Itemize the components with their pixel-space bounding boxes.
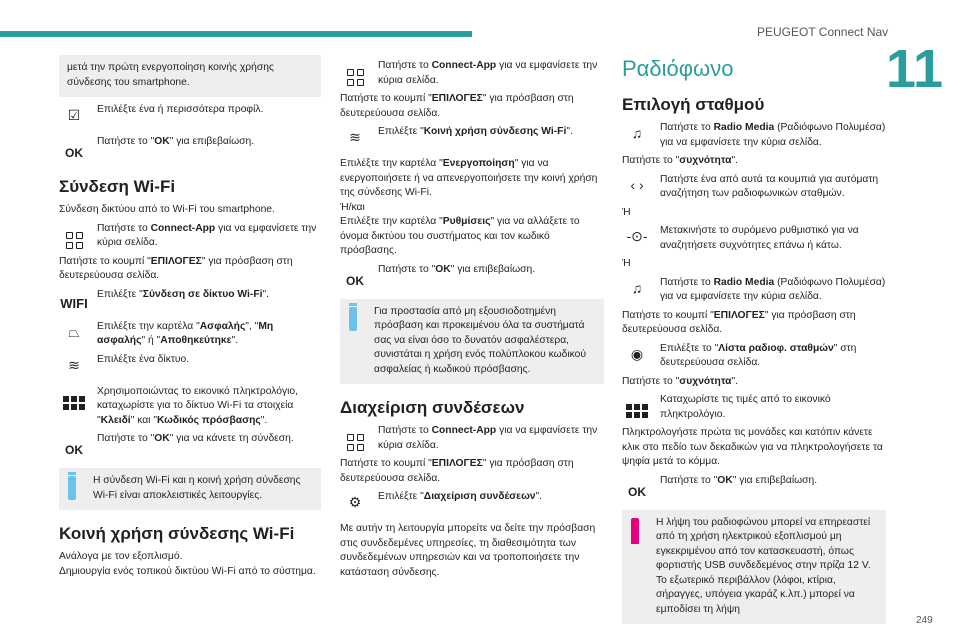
tab-shape-icon: ⏢ bbox=[68, 323, 80, 340]
info-note-wifi: Η σύνδεση Wi-Fi και η κοινή χρήση σύνδεσης Wi-Fi είναι αποκλειστικές λειτουργίες. bbox=[59, 468, 321, 510]
chevron-left-right-icon: ‹ › bbox=[630, 176, 644, 193]
info-note-security: Για προστασία από μη εξουσιοδοτημένη πρόσβαση και προκειμένου όλα τα συστήματά σας να είναι όσο το δυνατόν ασφαλέστερα, συνιστάται η χρήση ενός πολύπλοκου κωδικού ασφαλείας ή κωδικού πρόσβασης. bbox=[340, 299, 604, 385]
info-icon bbox=[349, 307, 357, 331]
step-share-select: ≋ Επιλέξτε "Κοινή χρήση σύνδεσης Wi-Fi". bbox=[340, 125, 604, 153]
wifi-label-icon: WIFI bbox=[60, 295, 88, 311]
step-station-list: ◉ Επιλέξτε το "Λίστα ραδιοφ. σταθμών" στη δευτερεύουσα σελίδα. bbox=[622, 342, 886, 371]
or-text: Ή bbox=[622, 206, 631, 218]
keyboard-icon bbox=[59, 387, 89, 410]
heading-wifi-sharing: Κοινή χρήση σύνδεσης Wi-Fi bbox=[59, 524, 295, 543]
ok-icon: OK bbox=[628, 484, 646, 499]
ok-icon: OK bbox=[346, 273, 364, 288]
wifi-signal-icon: ≋ bbox=[349, 129, 361, 145]
info-icon bbox=[68, 476, 76, 500]
heading-wifi-connection: Σύνδεση Wi-Fi bbox=[59, 177, 176, 196]
step-select-profiles: ☑ Επιλέξτε ένα ή περισσότερα προφίλ. bbox=[59, 103, 321, 131]
share-options-text: Πατήστε το κουμπί "ΕΠΙΛΟΓΕΣ" για πρόσβαση στη δευτερεύουσα σελίδα. bbox=[340, 93, 574, 119]
apps-grid-icon bbox=[340, 61, 370, 86]
ok-icon: OK bbox=[65, 146, 83, 160]
wifi-signal-icon: ≋ bbox=[68, 356, 80, 373]
share-text-1: Ανάλογα με τον εξοπλισμό. bbox=[59, 551, 183, 562]
or-text: Ή bbox=[622, 258, 631, 269]
radio-frequency-text-2: Πατήστε το "συχνότητα". bbox=[622, 375, 738, 387]
page-number: 249 bbox=[916, 615, 933, 626]
step-wifi-select: WIFI Επιλέξτε "Σύνδεση σε δίκτυο Wi-Fi". bbox=[59, 288, 321, 316]
share-activate-text: Επιλέξτε την καρτέλα "Ενεργοποίηση" για να ενεργοποιήσετε ή να απενεργοποιήσετε την κοινή χρήση της σύνδεσης Wi-Fi. bbox=[340, 158, 598, 198]
column-2 bbox=[340, 55, 604, 580]
keyboard-icon bbox=[622, 395, 652, 418]
step-wifi-tab: ⏢ Επιλέξτε την καρτέλα "Ασφαλής", "Μη ασφαλής" ή "Αποθηκεύτηκε". bbox=[59, 320, 321, 349]
column-3 bbox=[622, 55, 886, 632]
step-wifi-network: ≋ Επιλέξτε ένα δίκτυο. bbox=[59, 353, 321, 381]
edit-check-icon: ☑ bbox=[67, 107, 81, 123]
and-or-text: Ή/και bbox=[340, 201, 365, 213]
step-manage-connect-app: Πατήστε το Connect-App για να εμφανίσετε την κύρια σελίδα. bbox=[340, 424, 604, 453]
heading-radio: Ραδιόφωνο bbox=[622, 56, 734, 81]
apps-grid-icon bbox=[59, 224, 89, 249]
step-radio-media-2: ♫ Πατήστε το Radio Media (Ραδιόφωνο Πολυμέσα) για να εμφανίσετε την κύρια σελίδα. bbox=[622, 276, 886, 305]
gear-icon: ⚙ bbox=[348, 494, 362, 510]
share-settings-text: Επιλέξτε την καρτέλα "Ρυθμίσεις" για να αλλάξετε το όνομα δικτύου του συστήματος και τον κωδικό πρόσβασης. bbox=[340, 216, 580, 256]
step-confirm-ok: OK Πατήστε το "OK" για επιβεβαίωση. bbox=[59, 135, 321, 163]
share-text-2: Δημιουργία ενός τοπικού δικτύου Wi-Fi από το σύστημα. bbox=[59, 565, 316, 577]
wifi-options-text: Πατήστε το κουμπί "ΕΠΙΛΟΓΕΣ" για πρόσβαση στη δευτερεύουσα σελίδα. bbox=[59, 255, 293, 281]
step-wifi-connect-app: Πατήστε το Connect-App για να εμφανίσετε την κύρια σελίδα. bbox=[59, 222, 321, 251]
manual-brand: PEUGEOT Connect Nav bbox=[757, 25, 889, 39]
radio-tower-icon: ◉ bbox=[630, 345, 644, 362]
step-manage-select: ⚙ Επιλέξτε "Διαχείριση συνδέσεων". bbox=[340, 490, 604, 518]
chapter-number: 11 bbox=[886, 39, 944, 99]
apps-grid-icon bbox=[340, 426, 370, 451]
step-enter-values: Καταχωρίστε τις τιμές από το εικονικό πληκτρολόγιο. bbox=[622, 393, 886, 422]
music-note-icon: ♫ bbox=[631, 279, 643, 296]
step-slider: -⊙- Μετακινήστε το συρόμενο ρυθμιστικό για να αναζητήσετε συχνότητες επάνω ή κάτω. bbox=[622, 224, 886, 253]
manage-options-text: Πατήστε το κουμπί "ΕΠΙΛΟΓΕΣ" για πρόσβαση στη δευτερεύουσα σελίδα. bbox=[340, 458, 574, 484]
box-text: μετά την πρώτη ενεργοποίηση κοινής χρήσης σύνδεσης του smartphone. bbox=[67, 62, 274, 88]
slider-icon: -⊙- bbox=[626, 228, 648, 244]
ok-icon: OK bbox=[65, 443, 83, 457]
heading-station-select: Επιλογή σταθμού bbox=[622, 95, 765, 114]
manage-description: Με αυτήν τη λειτουργία μπορείτε να δείτε την πρόσβαση στις συνδεδεμένες υπηρεσίες, τη διαθεσιμότητα των συνδεδεμένων υπηρεσιών και να τροποποιήσετε την κατάσταση σύνδεσης. bbox=[340, 523, 596, 578]
column-1 bbox=[59, 55, 321, 579]
step-share-ok: OK Πατήστε το "OK" για επιβεβαίωση. bbox=[340, 263, 604, 291]
step-radio-media: ♫ Πατήστε το Radio Media (Ραδιόφωνο Πολυμέσα) για να εμφανίσετε την κύρια σελίδα. bbox=[622, 121, 886, 150]
warning-note-reception: Η λήψη του ραδιοφώνου μπορεί να επηρεαστεί από τη χρήση ηλεκτρικού εξοπλισμού μη εγκεκριμένου από τον κατασκευαστή, όπως φορτιστής USB συνδεδεμένος στην πρίζα 12 V. Το εξωτερικό περιβάλλον (λόφοι, κτίρια, σήραγγες, υπόγεια γκαράζ κ.λπ.) μπορεί να εμποδίσει τη λήψη bbox=[622, 510, 886, 625]
step-share-connect-app: Πατήστε το Connect-App για να εμφανίσετε την κύρια σελίδα. bbox=[340, 59, 604, 88]
radio-options-text: Πατήστε το κουμπί "ΕΠΙΛΟΓΕΣ" για πρόσβαση στη δευτερεύουσα σελίδα. bbox=[622, 309, 856, 335]
radio-frequency-text: Πατήστε το "συχνότητα". bbox=[622, 155, 738, 166]
decimal-instructions: Πληκτρολογήστε πρώτα τις μονάδες και κατόπιν κάνετε κλικ στο πεδίο των δεκαδικών για να πληκτρολογήσετε τα ψηφία μετά το κόμμα. bbox=[622, 427, 883, 467]
step-wifi-ok: OK Πατήστε το "OK" για να κάνετε τη σύνδεση. bbox=[59, 432, 321, 460]
warning-icon bbox=[631, 518, 639, 542]
music-note-icon: ♫ bbox=[631, 125, 643, 141]
heading-manage-connections: Διαχείριση συνδέσεων bbox=[340, 398, 525, 417]
wifi-intro: Σύνδεση δικτύου από το Wi-Fi του smartphone. bbox=[59, 204, 275, 215]
step-auto-search: ‹ › Πατήστε ένα από αυτά τα κουμπιά για αυτόματη αναζήτηση των ραδιοφωνικών σταθμών. bbox=[622, 173, 886, 202]
header-accent-bar bbox=[0, 31, 472, 37]
step-radio-ok: OK Πατήστε το "OK" για επιβεβαίωση. bbox=[622, 474, 886, 502]
continued-box bbox=[59, 55, 321, 97]
step-wifi-keyboard: Χρησιμοποιώντας το εικονικό πληκτρολόγιο, καταχωρίστε για το δίκτυο Wi-Fi τα στοιχεία "Κλειδί" και "Κωδικός πρόσβασης". bbox=[59, 385, 321, 429]
